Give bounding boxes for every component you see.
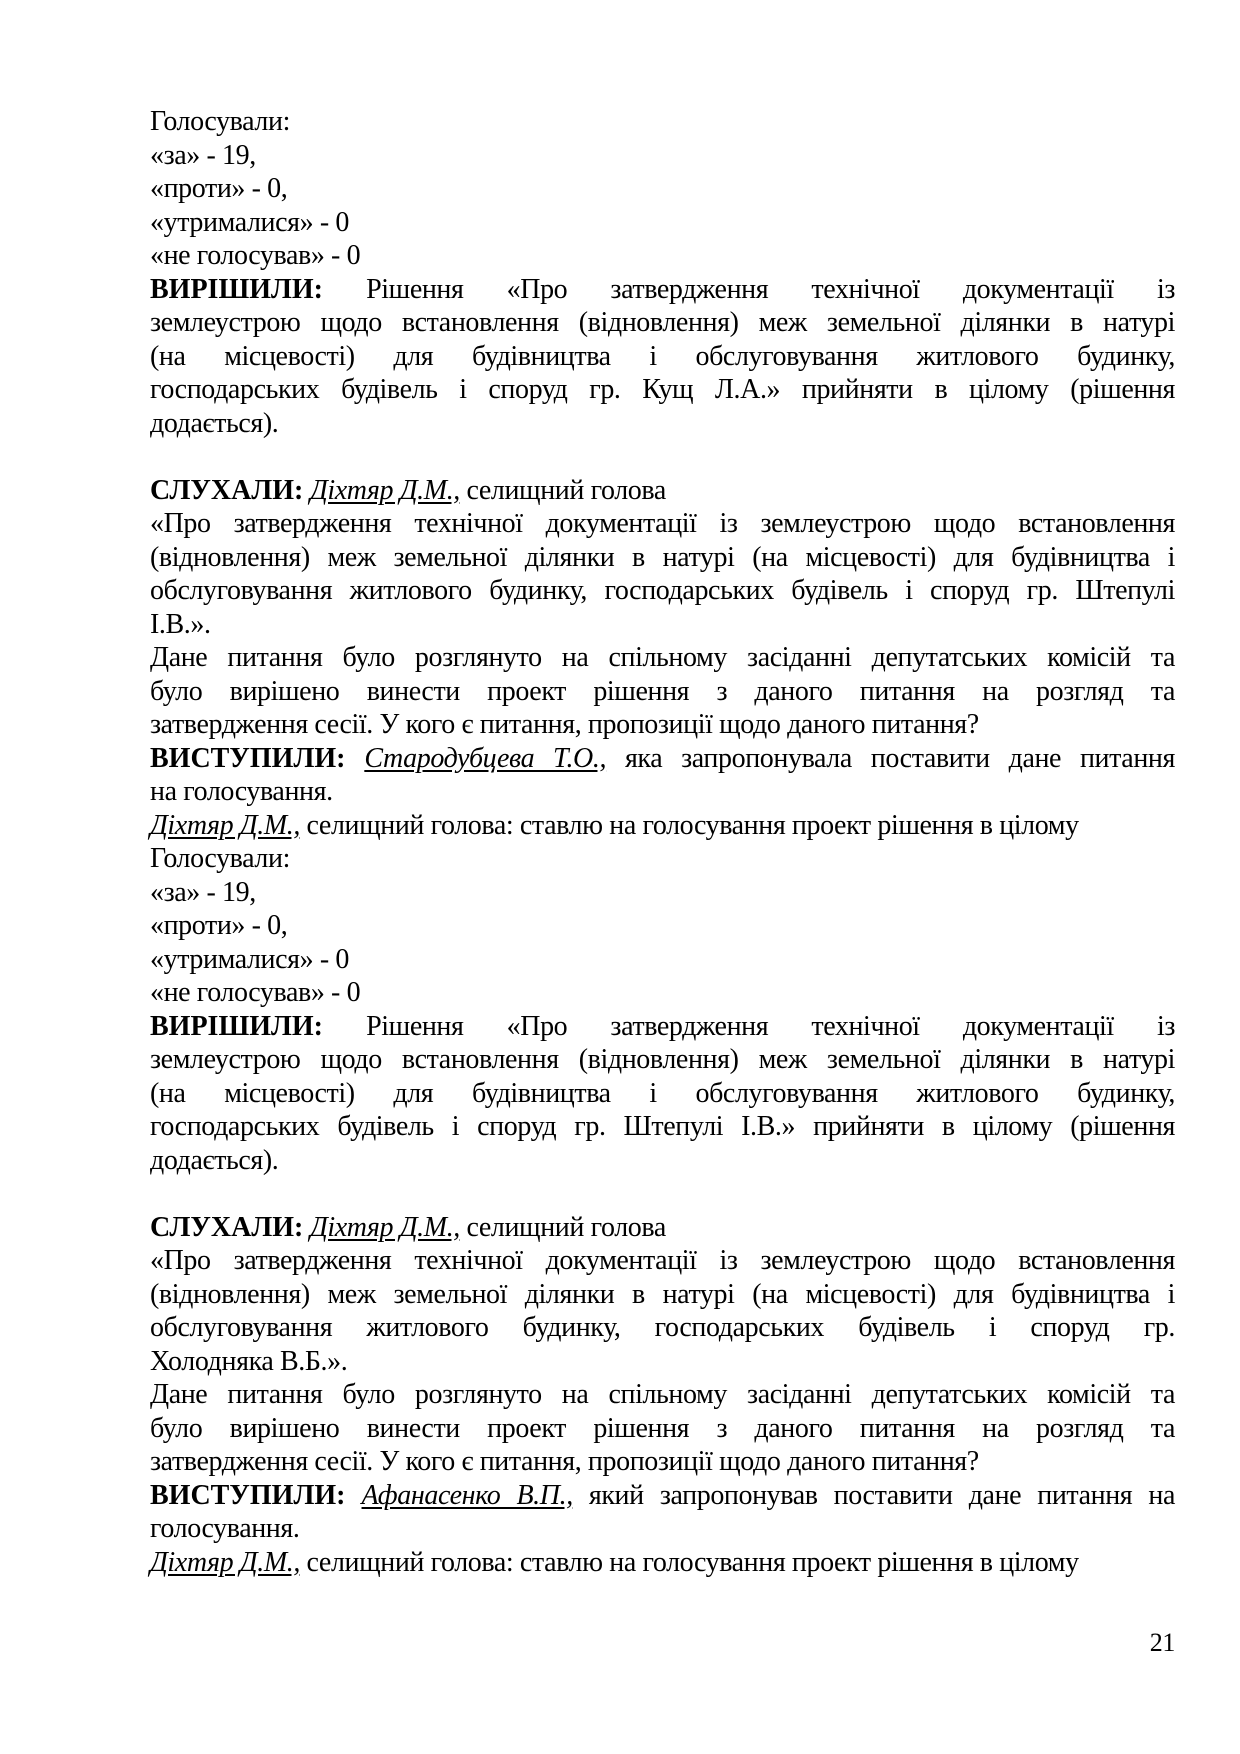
heard-line — [150, 1211, 1175, 1245]
spoke-text: який запропонував поставити дане питання на — [572, 1479, 1175, 1511]
topic-line: Холодняка В.Б.». — [150, 1345, 348, 1377]
vote-not-voted: «не голосував» - 0 — [150, 977, 361, 1008]
info-line: затвердження сесії. У кого є питання, пропозиції щодо даного питання? — [150, 1446, 979, 1477]
topic-line: «Про затвердження технічної документації із землеустрою щодо встановлення — [150, 1245, 1175, 1276]
speaker-name: Афанасенко В.П., — [361, 1479, 573, 1511]
topic-line: І.В.». — [150, 608, 211, 640]
spoke-line — [150, 742, 1175, 776]
page-content — [150, 105, 1175, 1579]
info-line: затвердження сесії. У кого є питання, пропозиції щодо даного питання? — [150, 709, 979, 740]
voted-heading: Голосували: — [150, 106, 290, 137]
voted-heading: Голосували: — [150, 843, 290, 874]
info-line: було вирішено винести проект рішення з даного питання на розгляд та — [150, 1412, 1175, 1444]
chair-text: селищний голова: ставлю на голосування проект рішення в цілому — [299, 1546, 1079, 1578]
vote-abstained: «утрималися» - 0 — [150, 943, 349, 975]
speaker-role: селищний голова — [459, 474, 666, 506]
chair-name: Діхтяр Д.М., — [150, 1546, 300, 1578]
vote-for: «за» - 19, — [150, 139, 256, 171]
info-line: Дане питання було розглянуто на спільному засіданні депутатських комісій та — [150, 1379, 1175, 1410]
decision-line: господарських будівель і споруд гр. Кущ Л.А.» прийняти в цілому (рішення — [150, 374, 1175, 405]
spoke-label: ВИСТУПИЛИ: — [150, 1479, 346, 1511]
vote-against: «проти» - 0, — [150, 173, 288, 204]
vote-for: «за» - 19, — [150, 876, 256, 908]
spoke-line — [150, 1479, 1175, 1513]
topic-line: «Про затвердження технічної документації із землеустрою щодо встановлення — [150, 508, 1175, 539]
decided-label: ВИРІШИЛИ: — [150, 1010, 323, 1042]
vote-abstained: «утрималися» - 0 — [150, 206, 349, 238]
heard-label: СЛУХАЛИ: — [150, 1211, 304, 1243]
vote-against: «проти» - 0, — [150, 910, 288, 941]
chair-line — [150, 809, 1175, 843]
decision-line: землеустрою щодо встановлення (відновлення) меж земельної ділянки в натурі — [150, 307, 1175, 338]
decision-line — [150, 273, 1175, 307]
info-line: Дане питання було розглянуто на спільному засіданні депутатських комісій та — [150, 642, 1175, 673]
spoke-label: ВИСТУПИЛИ: — [150, 742, 346, 774]
paragraph-gap — [150, 1177, 1175, 1211]
decision-text: Рішення «Про затвердження технічної документації із — [366, 1010, 1175, 1042]
decision-text: Рішення «Про затвердження технічної документації із — [366, 273, 1175, 305]
heard-label: СЛУХАЛИ: — [150, 474, 304, 506]
vote-not-voted: «не голосував» - 0 — [150, 240, 361, 271]
decision-line: додається). — [150, 1144, 279, 1176]
speaker-role: селищний голова — [459, 1211, 666, 1243]
page-number: 21 — [1149, 1628, 1175, 1657]
topic-line: (відновлення) меж земельної ділянки в натурі (на місцевості) для будівництва і — [150, 541, 1175, 573]
decision-line: додається). — [150, 407, 279, 439]
paragraph-gap — [150, 440, 1175, 474]
spoke-line: на голосування. — [150, 776, 333, 807]
speaker-name: Діхтяр Д.М., — [309, 474, 460, 506]
decision-line: (на місцевості) для будівництва і обслуговування житлового будинку, — [150, 1077, 1175, 1109]
spoke-text: яка запропонувала поставити дане питання — [606, 742, 1175, 774]
decision-line — [150, 1010, 1175, 1044]
speaker-name: Діхтяр Д.М., — [309, 1211, 460, 1243]
chair-name: Діхтяр Д.М., — [150, 809, 300, 841]
decision-line: землеустрою щодо встановлення (відновлення) меж земельної ділянки в натурі — [150, 1044, 1175, 1075]
decision-line: господарських будівель і споруд гр. Штепулі І.В.» прийняти в цілому (рішення — [150, 1111, 1175, 1142]
spoke-line: голосування. — [150, 1513, 300, 1544]
heard-line — [150, 474, 1175, 508]
chair-line — [150, 1546, 1175, 1580]
chair-text: селищний голова: ставлю на голосування проект рішення в цілому — [299, 809, 1079, 841]
info-line: було вирішено винести проект рішення з даного питання на розгляд та — [150, 675, 1175, 707]
decision-line: (на місцевості) для будівництва і обслуговування житлового будинку, — [150, 340, 1175, 372]
topic-line: обслуговування житлового будинку, господарських будівель і споруд гр. Штепулі — [150, 575, 1175, 606]
decided-label: ВИРІШИЛИ: — [150, 273, 323, 305]
topic-line: (відновлення) меж земельної ділянки в натурі (на місцевості) для будівництва і — [150, 1278, 1175, 1310]
speaker-name: Стародубцева Т.О., — [364, 742, 607, 774]
topic-line: обслуговування житлового будинку, господарських будівель і споруд гр. — [150, 1312, 1175, 1343]
